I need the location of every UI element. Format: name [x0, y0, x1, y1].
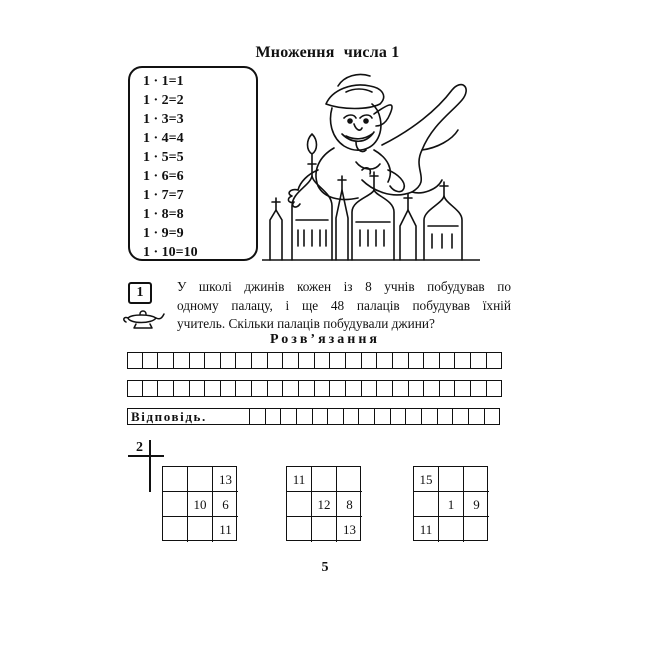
- grid-cell[interactable]: [236, 352, 252, 369]
- grid-cell[interactable]: [362, 352, 378, 369]
- task-2-marker-horizontal: [128, 455, 164, 457]
- table-row: 1 · 6=6: [143, 169, 184, 184]
- grid-cell[interactable]: [330, 352, 346, 369]
- table-row: 1 · 3=3: [143, 112, 184, 127]
- square-cell[interactable]: 13: [213, 467, 238, 492]
- table-row: 1 · 8=8: [143, 207, 184, 222]
- table-row: 1 · 5=5: [143, 150, 184, 165]
- task-1-line: учитель. Скільки палаців побудували джини?: [177, 316, 435, 331]
- square-cell[interactable]: 6: [213, 492, 238, 517]
- grid-cell[interactable]: [158, 352, 174, 369]
- table-row: 1 · 10=10: [143, 245, 198, 260]
- solution-heading: Розв’язання: [270, 332, 380, 347]
- task-1-line: одному палацу, і ще 48 палаців побудував їхній: [177, 297, 511, 313]
- square-cell[interactable]: [414, 492, 439, 517]
- square-cell[interactable]: 12: [312, 492, 337, 517]
- page-title: [0, 44, 650, 62]
- grid-cell[interactable]: [453, 408, 469, 425]
- grid-cell[interactable]: [174, 352, 190, 369]
- grid-cell[interactable]: [236, 380, 252, 397]
- square-cell[interactable]: 11: [219, 522, 232, 537]
- grid-cell[interactable]: [174, 380, 190, 397]
- square-cell[interactable]: [287, 517, 312, 542]
- grid-cell[interactable]: [377, 352, 393, 369]
- square-cell[interactable]: [464, 467, 489, 492]
- title-word-multiplication: Множення: [255, 44, 335, 61]
- grid-cell[interactable]: [250, 408, 266, 425]
- page-number: 5: [321, 560, 329, 575]
- grid-cell[interactable]: [391, 408, 407, 425]
- square-cell[interactable]: 15: [414, 467, 439, 492]
- square-cell[interactable]: [439, 517, 464, 542]
- answer-row[interactable]: [127, 408, 500, 425]
- grid-cell[interactable]: [143, 380, 159, 397]
- square-cell[interactable]: 10: [188, 492, 213, 517]
- grid-cell[interactable]: [127, 352, 143, 369]
- grid-cell[interactable]: [487, 380, 503, 397]
- grid-cell[interactable]: [313, 408, 329, 425]
- grid-cell[interactable]: [283, 352, 299, 369]
- grid-cell[interactable]: [190, 352, 206, 369]
- square-cell[interactable]: 1: [439, 492, 464, 517]
- square-cell[interactable]: 11: [287, 467, 312, 492]
- grid-cell[interactable]: [252, 352, 268, 369]
- magic-square-2: [286, 466, 361, 541]
- grid-cell[interactable]: [299, 380, 315, 397]
- grid-cell[interactable]: [406, 408, 422, 425]
- grid-cell[interactable]: [190, 380, 206, 397]
- grid-cell[interactable]: [268, 352, 284, 369]
- grid-cell[interactable]: [440, 352, 456, 369]
- grid-cell[interactable]: [297, 408, 313, 425]
- grid-cell[interactable]: [283, 380, 299, 397]
- grid-cell[interactable]: [266, 408, 282, 425]
- grid-cell[interactable]: [315, 380, 331, 397]
- solution-grid-row-2[interactable]: [127, 380, 502, 397]
- table-row: 1 · 1=1: [143, 74, 184, 89]
- grid-cell[interactable]: [469, 408, 485, 425]
- grid-cell[interactable]: [422, 408, 438, 425]
- grid-cell[interactable]: [221, 380, 237, 397]
- grid-cell[interactable]: [409, 380, 425, 397]
- grid-cell[interactable]: [205, 380, 221, 397]
- grid-cell[interactable]: [143, 352, 159, 369]
- grid-cell[interactable]: [438, 408, 454, 425]
- grid-cell[interactable]: [127, 380, 143, 397]
- table-row: 1 · 9=9: [143, 226, 184, 241]
- square-cell[interactable]: [287, 492, 312, 517]
- square-cell[interactable]: [163, 517, 188, 542]
- task-2-number: 2: [136, 440, 143, 455]
- square-cell[interactable]: 9: [464, 492, 489, 517]
- grid-cell[interactable]: [299, 352, 315, 369]
- grid-cell[interactable]: [315, 352, 331, 369]
- title-word-number: числа 1: [343, 44, 400, 61]
- square-cell[interactable]: [163, 467, 188, 492]
- magic-lamp-icon: [122, 306, 166, 330]
- table-row: 1 · 4=4: [143, 131, 184, 146]
- grid-cell[interactable]: [346, 380, 362, 397]
- grid-cell[interactable]: [393, 380, 409, 397]
- grid-cell[interactable]: [362, 380, 378, 397]
- grid-cell[interactable]: [344, 408, 360, 425]
- magic-square-3: [413, 466, 488, 541]
- square-cell[interactable]: [312, 467, 337, 492]
- grid-cell[interactable]: [471, 352, 487, 369]
- square-cell[interactable]: [439, 467, 464, 492]
- task-2-marker-vertical: [149, 440, 151, 492]
- table-row: 1 · 2=2: [143, 93, 184, 108]
- grid-cell[interactable]: [268, 380, 284, 397]
- square-cell[interactable]: 8: [337, 492, 362, 517]
- task-1-line: У школі джинів кожен із 8 учнів побудував по: [177, 279, 511, 294]
- table-row: 1 · 7=7: [143, 188, 184, 203]
- grid-cell[interactable]: [455, 380, 471, 397]
- task-1-number-box: 1: [128, 282, 152, 304]
- grid-cell[interactable]: [205, 352, 221, 369]
- grid-cell[interactable]: [485, 408, 501, 425]
- grid-cell[interactable]: [330, 380, 346, 397]
- grid-cell[interactable]: [455, 352, 471, 369]
- square-cell[interactable]: [188, 467, 213, 492]
- grid-cell[interactable]: [375, 408, 391, 425]
- magic-square-1: [162, 466, 237, 541]
- square-cell[interactable]: [312, 517, 337, 542]
- task-1-text: [177, 278, 511, 334]
- grid-cell[interactable]: [393, 352, 409, 369]
- grid-cell[interactable]: [328, 408, 344, 425]
- multiplication-table-box: [128, 66, 258, 261]
- grid-cell[interactable]: [409, 352, 425, 369]
- grid-cell[interactable]: [440, 380, 456, 397]
- genie-palace-illustration: [262, 70, 480, 266]
- grid-cell[interactable]: [221, 352, 237, 369]
- grid-cell[interactable]: [281, 408, 297, 425]
- grid-cell[interactable]: [346, 352, 362, 369]
- square-cell[interactable]: [163, 492, 188, 517]
- square-cell[interactable]: [464, 517, 489, 542]
- square-cell[interactable]: [188, 517, 213, 542]
- square-cell[interactable]: 11: [414, 517, 439, 542]
- solution-grid-row-1[interactable]: [127, 352, 502, 369]
- answer-label: Відповідь.: [127, 408, 250, 425]
- grid-cell[interactable]: [158, 380, 174, 397]
- square-cell[interactable]: [337, 467, 362, 492]
- grid-cell[interactable]: [424, 380, 440, 397]
- square-cell[interactable]: 13: [343, 522, 356, 537]
- grid-cell[interactable]: [359, 408, 375, 425]
- grid-cell[interactable]: [424, 352, 440, 369]
- grid-cell[interactable]: [252, 380, 268, 397]
- grid-cell[interactable]: [487, 352, 503, 369]
- grid-cell[interactable]: [377, 380, 393, 397]
- grid-cell[interactable]: [471, 380, 487, 397]
